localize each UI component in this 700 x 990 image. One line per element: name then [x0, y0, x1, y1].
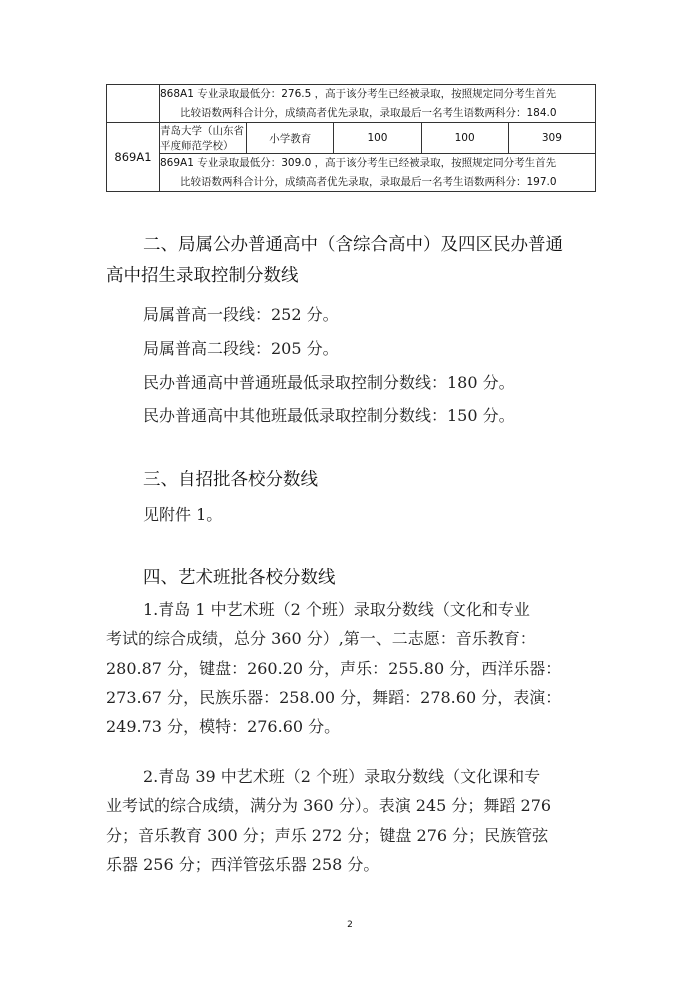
table-cell-major: 小学教育 — [247, 123, 334, 154]
paragraph-line: 考试的综合成绩，总分 360 分）,第一、二志愿：音乐教育： — [106, 629, 536, 649]
paragraph-line: 280.87 分，键盘：260.20 分，声乐：255.80 分，西洋乐器： — [106, 658, 562, 678]
paragraph-line: 1.青岛 1 中艺术班（2 个班）录取分数线（文化和专业 — [143, 600, 530, 619]
section-heading-line: 四、艺术班批各校分数线 — [143, 568, 336, 588]
table-cell-code: 869A1 — [107, 123, 160, 192]
table-row — [107, 123, 596, 154]
table-cell-note — [160, 85, 596, 123]
note-line: 比较语数两科合计分，成绩高者优先录取，录取最后一名考生语数两科分：197.0 — [180, 175, 557, 188]
table-cell-code — [107, 85, 160, 123]
table-cell-note — [160, 154, 596, 192]
score-line: 民办普通高中普通班最低录取控制分数线：180 分。 — [143, 373, 515, 392]
score-line: 局属普高二段线：205 分。 — [143, 339, 339, 358]
page-number: 2 — [347, 920, 353, 930]
paragraph-line: 乐器 256 分；西洋管弦乐器 258 分。 — [106, 854, 380, 874]
paragraph-line: 业考试的综合成绩，满分为 360 分）。表演 245 分；舞蹈 276 — [106, 796, 552, 816]
table-row — [107, 154, 596, 192]
paragraph-line: 249.73 分，模特：276.60 分。 — [106, 717, 341, 737]
paragraph-art-class-2 — [106, 762, 598, 879]
section-heading — [106, 230, 598, 292]
score-line: 民办普通高中其他班最低录取控制分数线：150 分。 — [143, 406, 515, 425]
note-line: 869A1 专业录取最低分：309.0 ，高于该分考生已经被录取，按照规定同分考生首先 — [160, 157, 557, 169]
section-heading — [106, 465, 598, 496]
section-heading-line: 高中招生录取控制分数线 — [106, 266, 299, 286]
note-line: 比较语数两科合计分，成绩高者优先录取，录取最后一名考生语数两科分：184.0 — [180, 106, 557, 119]
score-table — [106, 84, 596, 192]
paragraph-line: 2.青岛 39 中艺术班（2 个班）录取分数线（文化课和专 — [143, 767, 541, 786]
score-line: 局属普高一段线：252 分。 — [143, 305, 339, 324]
section-heading — [106, 563, 598, 594]
paragraph-art-class-1 — [106, 595, 598, 741]
table-cell-number: 309 — [508, 123, 595, 154]
section-text: 见附件 1。 — [143, 505, 223, 524]
section-heading-line: 二、局属公办普通高中（含综合高中）及四区民办普通 — [143, 235, 563, 255]
table-cell-number: 100 — [421, 123, 508, 154]
paragraph-line: 273.67 分，民族乐器：258.00 分，舞蹈：278.60 分，表演： — [106, 687, 562, 707]
note-line: 868A1 专业录取最低分：276.5 ，高于该分考生已经被录取，按照规定同分考生首先 — [160, 88, 557, 100]
table-cell-school: 青岛大学（山东省平度师范学校） — [160, 123, 247, 154]
paragraph-line: 分；音乐教育 300 分；声乐 272 分；键盘 276 分；民族管弦 — [106, 825, 549, 845]
section-heading-line: 三、自招批各校分数线 — [143, 470, 318, 490]
table-cell-number: 100 — [334, 123, 421, 154]
table-row — [107, 85, 596, 123]
